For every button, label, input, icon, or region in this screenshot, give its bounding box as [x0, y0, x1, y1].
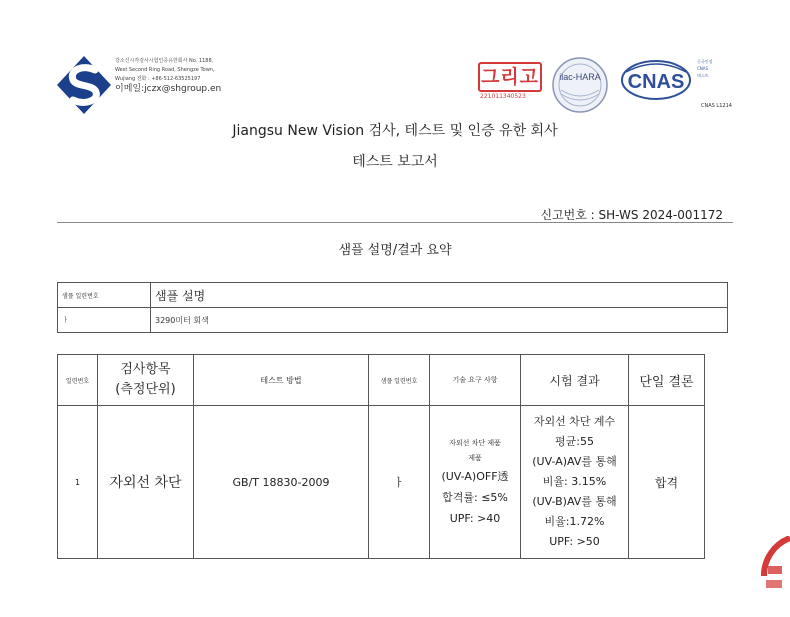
table-row [58, 283, 728, 308]
stamp-text: 그리고 [478, 62, 542, 92]
cnas-logo [620, 58, 692, 102]
cnas-side-line: 테스트 [697, 73, 709, 78]
table-row [58, 406, 705, 559]
requirement-cell [430, 406, 521, 559]
table-header-cell: 기술 요구 사항 [430, 355, 521, 406]
table-header-cell: 테스트 방법 [194, 355, 369, 406]
table-cell: 1 [58, 406, 98, 559]
result-cell [521, 406, 629, 559]
company-line: Wujiang 전화 : +86-512-63525197 [115, 76, 201, 82]
header-line: 검사항목 [120, 362, 171, 377]
requirement-line: UPF: >40 [449, 511, 501, 525]
table-header-cell: 샘플 설명 [151, 283, 728, 308]
result-line: 평균:55 [555, 435, 594, 448]
table-header-cell: 단일 결론 [629, 355, 705, 406]
sample-table [57, 282, 728, 333]
ilac-label: ilac-HARA [559, 72, 601, 82]
table-cell: ㅏ [58, 308, 151, 333]
result-line: 자외선 차단 계수 [533, 415, 616, 428]
company-logo [55, 54, 113, 116]
cnas-side-text [697, 58, 712, 79]
table-header-cell: 일련번호 [58, 355, 98, 406]
requirement-line: 합격률: ≤5% [442, 490, 508, 504]
company-line: 강소신시각검사시험인증유한회사 No. 1188, [115, 58, 214, 64]
table-cell: 자외선 차단 [98, 406, 194, 559]
stamp-code: 221011340523 [480, 93, 526, 100]
company-email: 이메일:jczx@shgroup.en [115, 84, 222, 94]
ilac-seal-icon [551, 56, 609, 114]
red-stamp [478, 62, 542, 102]
company-title: Jiangsu New Vision 검사, 테스트 및 인증 유한 회사 [232, 123, 558, 139]
result-line: UPF: >50 [549, 535, 600, 548]
table-row [58, 308, 728, 333]
company-line: West Second Ring Road, Shengze Town, [115, 67, 215, 73]
table-header-cell: 샘플 일련번호 [369, 355, 430, 406]
table-cell: 합격 [629, 406, 705, 559]
requirement-line: 제품 [468, 453, 482, 462]
table-header-cell: 시험 결과 [521, 355, 629, 406]
table-header-row [58, 355, 705, 406]
result-table [57, 354, 705, 559]
table-cell: ㅏ [369, 406, 430, 559]
report-number: 신고번호 : SH-WS 2024-001172 [540, 208, 723, 222]
header-line: (측정단위) [115, 382, 176, 397]
result-line: (UV-B)AV를 통해 [532, 495, 617, 508]
table-header-cell: 샘플 일련번호 [58, 283, 151, 308]
cnas-side-line: CNAS [697, 66, 709, 71]
cnas-label: CNAS [627, 71, 685, 93]
table-header-cell [98, 355, 194, 406]
result-line: 비율: 3.15% [542, 475, 607, 488]
cnas-code: CNAS L1214 [701, 103, 732, 109]
result-line: (UV-A)AV를 통해 [532, 455, 617, 468]
section-title: 샘플 설명/결과 요약 [338, 243, 452, 258]
result-line: 비율:1.72% [544, 515, 605, 528]
table-cell: 3290미터 회색 [151, 308, 728, 333]
divider [57, 222, 733, 223]
document-title: 테스트 보고서 [352, 154, 438, 170]
company-address [115, 57, 221, 95]
requirement-line: 자외선 차단 제품 [449, 438, 501, 447]
cnas-side-line: 중국인정 [697, 59, 713, 64]
table-cell: GB/T 18830-2009 [194, 406, 369, 559]
requirement-line: (UV-A)OFF透 [441, 469, 509, 483]
seal-fragment-icon [760, 536, 790, 606]
